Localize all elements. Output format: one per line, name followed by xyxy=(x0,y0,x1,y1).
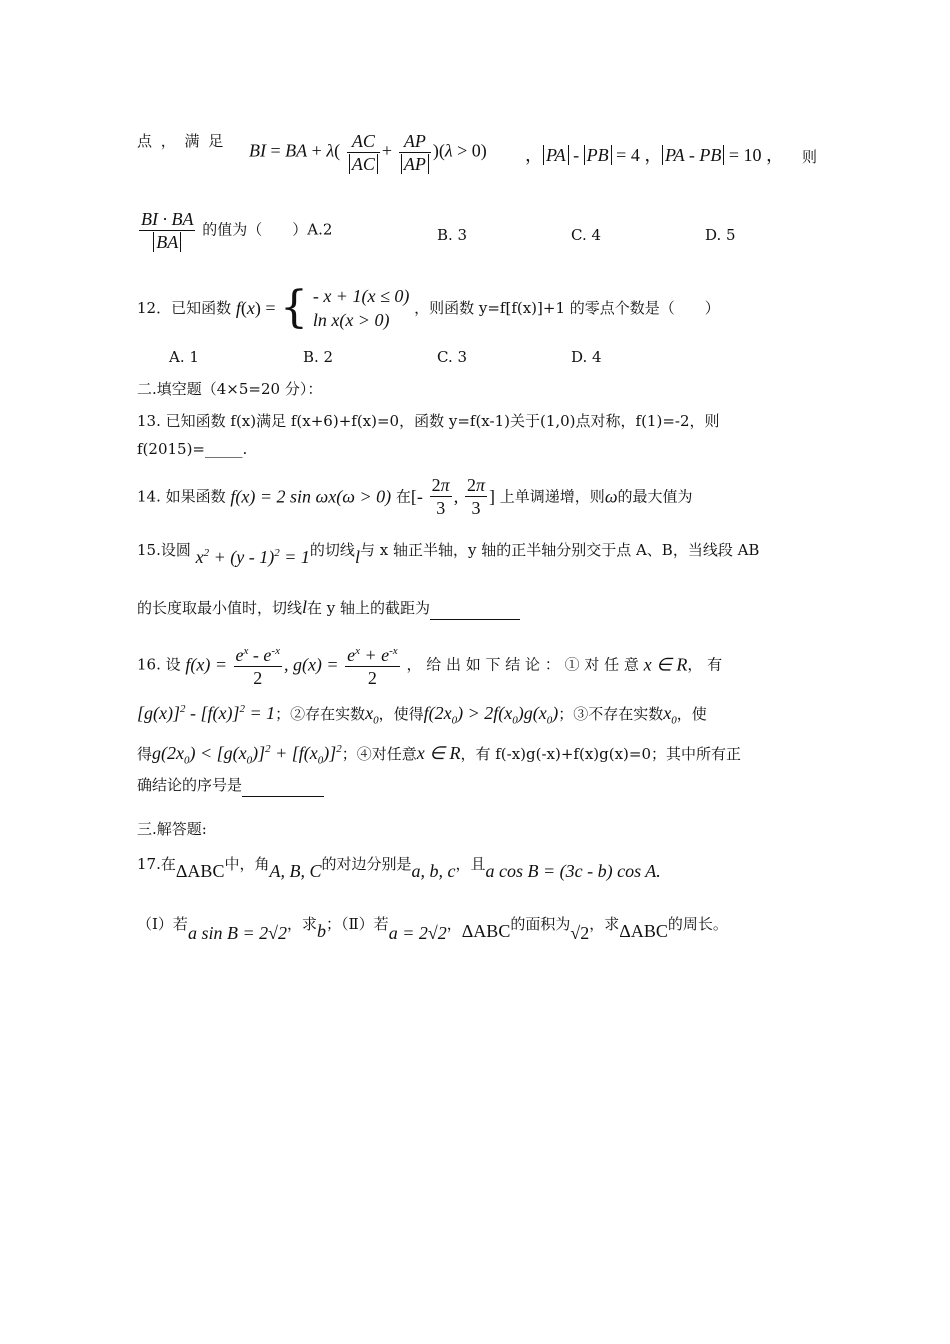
q15-mid1: 的切线 xyxy=(309,541,355,559)
q14-omega: ω xyxy=(604,486,618,507)
q12-cases xyxy=(313,284,410,332)
q16-answer-blank[interactable] xyxy=(242,774,324,797)
q12-option-b: B. 2 xyxy=(303,348,334,366)
q11-cond1: ， PA - PB = 4 ， xyxy=(525,145,663,165)
q16-line2: $[g(x)]^2 - [f(x)]^2 = 1$；②存在实数$x_0$，使得$f(2x_0) > 2f(x_0)g(x_0)$；③不存在实数$x_0$，使 xyxy=(137,703,707,727)
q11-option-d: D. 5 xyxy=(705,226,736,244)
q15-line2a: 的长度取最小值时，切线 xyxy=(137,599,303,617)
q17-line2: （Ⅰ）若a sin B = 2√2，求b；（Ⅱ）若a = 2√2，ΔABC的面积为√2，求ΔABC的周长。 xyxy=(137,915,728,943)
q16-have: ， 有 xyxy=(687,655,723,674)
q15-circle: $x^2 + (y - 1)^2 = 1$ xyxy=(195,547,310,567)
q11-option-c: C. 4 xyxy=(571,226,602,244)
q15-line2: 的长度取最小值时，切线l在 y 轴上的截距为 xyxy=(137,596,820,620)
q15-l: l xyxy=(354,547,360,567)
q12-option-a: A. 1 xyxy=(169,348,199,366)
q15-line1 xyxy=(137,534,820,567)
q17-condition: a cos B = (3c - b) cos A. xyxy=(485,861,661,881)
q16-xr: x ∈ R xyxy=(643,654,688,675)
q11-formula: BI = BA + λ( $\frac{AC}{AC}$ + $\frac{AP}{AP}$ )(λ > 0) xyxy=(249,131,487,174)
q11-ask-text: 的值为（ ）A.2 xyxy=(202,220,333,239)
q12-piece1: - x + 1(x ≤ 0) xyxy=(312,286,410,306)
q17-triangle: ΔABC xyxy=(175,861,225,881)
q14-in: 在 xyxy=(395,487,411,506)
q14-line: 14. 如果函数 f(x) = 2 sin ωx(ω > 0) 在[- $\frac{2\pi}{3}$ , $\frac{2\pi}{3}$ ] 上单调递增，则ω的最大值为 xyxy=(137,475,693,518)
q11-line1 xyxy=(137,130,820,174)
q17-line1: 17.在ΔABC中，角A, B, C的对边分别是a, b, c，且a cos B = (3c - b) cos A. xyxy=(137,855,661,881)
q16-mid: ， 给 出 如 下 结 论 ： ① 对 任 意 xyxy=(406,655,639,674)
q15-answer-blank[interactable] xyxy=(430,597,520,620)
section-2-heading: 二.填空题（4×5=20 分）： xyxy=(137,380,323,398)
q15-mid2: 与 x 轴正半轴，y 轴的正半轴分别交于点 A、B，当线段 AB xyxy=(359,541,760,559)
q16-line4: 确结论的序号是 xyxy=(137,774,820,797)
q11-option-b: B. 3 xyxy=(437,226,468,244)
q12-option-d: D. 4 xyxy=(571,348,602,366)
q13-line1: 13. 已知函数 f(x)满足 f(x+6)+f(x)=0，函数 y=f(x-1)关于(1,0)点对称，f(1)=-2，则 xyxy=(137,412,720,430)
q14-end: 的最大值为 xyxy=(617,487,693,506)
q14-func: f(x) = 2 sin ωx(ω > 0) xyxy=(230,486,392,507)
q14-lead: 14. 如果函数 xyxy=(137,487,226,506)
q11-cond2: PA - PB = 10 ， xyxy=(662,144,784,167)
q16-line3: 得$g(2x_0) < [g(x_0)]^2 + [f(x_0)]^2$；④对任意x ∈ R，有 f(-x)g(-x)+f(x)g(x)=0；其中所有正 xyxy=(137,743,742,767)
q12-number: 12．已知函数 xyxy=(137,299,232,317)
q15-lead: 15.设圆 xyxy=(137,541,191,559)
q12-option-c: C. 3 xyxy=(437,348,468,366)
q12-brace: { xyxy=(280,282,309,333)
section-3-heading: 三.解答题: xyxy=(137,820,207,838)
q12-text: ，则函数 y=f[f(x)]+1 的零点个数是（ ） xyxy=(414,299,720,317)
q16-lead: 16. 设 xyxy=(137,655,181,674)
q11-then: 则 xyxy=(802,148,818,166)
q16-line1: 16. 设 f(x) = $\frac{e^x - e^{-x}}{2}$ , g(x) = $\frac{e^x + e^{-x}}{2}$ ， 给 出 如 下 结 论 ： ① 对 任 意 x ∈ R， 有 xyxy=(137,640,820,689)
q11-ask-expr: $\frac{BI \cdot BA}{BA}$ xyxy=(141,209,194,252)
q13-line2: f(2015)=_____. xyxy=(137,440,248,458)
q12-line: 12．已知函数 f(x) = { - x + 1(x ≤ 0) ln x(x > 0) ，则函数 y=f[f(x)]+1 的零点个数是（ ） xyxy=(137,282,720,333)
q11-lead: 点 ， 满 足 xyxy=(137,132,226,150)
q15-line2b: 在 y 轴上的截距为 xyxy=(307,599,431,617)
q14-tail: 上单调递增，则 xyxy=(499,487,605,506)
q12-piece2: ln x(x > 0) xyxy=(312,310,390,330)
